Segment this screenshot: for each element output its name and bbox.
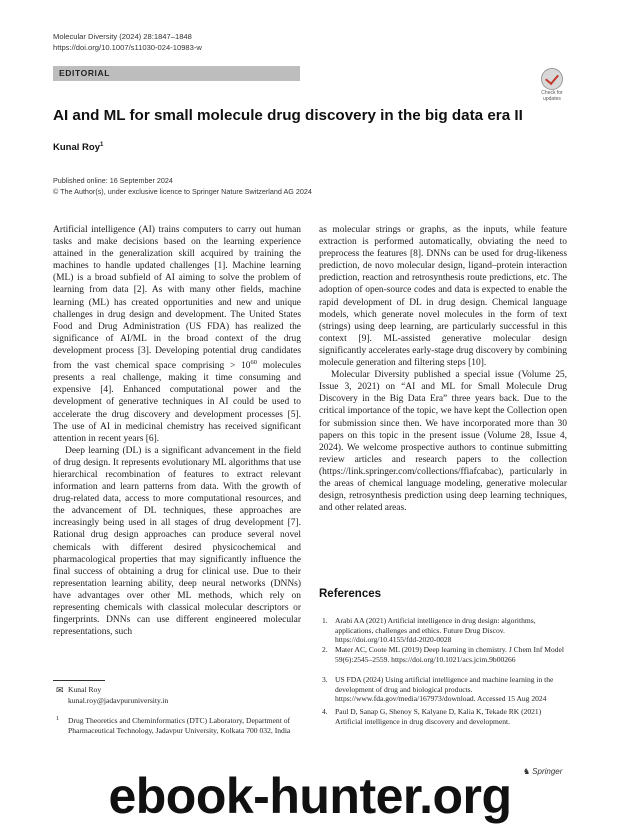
check-for-updates-text: Check for updates: [541, 90, 563, 102]
body-paragraph: Deep learning (DL) is a significant advancement in the field of drug design. It represents evolutionary ML algorithms that use hierarchical recombination of features to extract relevant information and learn patterns from data. With the growth of drug-related data, access to more computational resources, and the advancement of DL techniques, these approaches are increasingly being used in all stages of drug development [7]. Rational drug design approaches can produce several novel chemicals with different desired physicochemical and pharmacological properties that may significantly influence the final success of obtaining a drug for clinical use. Due to their representation learning ability, deep neural networks (DNNs) have advantages over other ML methods, which rely on representing chemicals with classical molecular descriptors or fingerprints. DNNs can use different engineered molecular representations, such: [53, 445, 301, 638]
reference-text[interactable]: US FDA (2024) Using artificial intelligence and machine learning in the development of drug and biological products. https://www.fda.gov/media/167973/download. Accessed 15 Aug 2024: [335, 675, 554, 704]
corresponding-author-name: Kunal Roy: [68, 685, 102, 694]
copyright-notice: © The Author(s), under exclusive licence to Springer Nature Switzerland AG 2024: [53, 187, 312, 196]
doi-link[interactable]: https://doi.org/10.1007/s11030-024-10983-w: [53, 43, 202, 52]
horse-icon: ♞: [523, 767, 531, 776]
affiliation-number: 1: [56, 716, 59, 722]
journal-citation: Molecular Diversity (2024) 28:1847–1848: [53, 32, 192, 41]
reference-item: [319, 616, 567, 645]
check-for-updates-badge[interactable]: [536, 68, 568, 102]
reference-item: [319, 707, 567, 726]
author-name: Kunal Roy: [53, 142, 100, 154]
body-paragraph: Artificial intelligence (AI) trains computers to carry out human tasks and make decisions based on the learning experience attained in the generalization skill acquired by training the machines to handle updated challenges [1]. Machine learning (ML) is a broad subfield of AI aiming to solve the problem of learning from data [2]. As with many other fields, machine learning (ML) has created opportunities and new and unique challenges in drug design and development. The United States Food and Drug Administration (US FDA) has realized the significance of AI/ML in the broad context of the drug development process [3]. Developing potential drug candidates from the vast chemical space comprising > $10^{60}$ molecules presents a real challenge, making it time consuming and expensive [4]. Enhanced computational power and the development of generative techniques in AI could be used to accelerate the drug discovery and development processes [5]. The use of AI in medicinal chemistry has received significant attention in recent years [6].: [53, 225, 301, 444]
reference-number: 1.: [322, 616, 328, 625]
reference-text[interactable]: Mater AC, Coote ML (2019) Deep learning in chemistry. J Chem Inf Model 59(6):2545–2559. https://doi.org/10.1021/acs.jcim.9b00266: [335, 645, 564, 664]
footnote-divider: [53, 680, 105, 681]
body-paragraph: as molecular strings or graphs, as the inputs, while feature extraction is performed automatically, obviating the need to preprocess the features [8]. DNNs can be used for drug-likeness prediction, de novo molecular design, ligand–protein interaction prediction, reaction and retrosynthesis route predictions, etc. The adoption of open-source codes and data is expected to enable the rapid development of DL in drug design. Chemical language models, which generate novel molecules in the form of text (strings) using deep learning, are particularly successful in this context [9]. ML-assisted generative molecular design significantly accelerates early-stage drug discovery by combining molecule generation and filtering steps [10].: [319, 225, 567, 369]
body-paragraph: Molecular Diversity published a special issue (Volume 25, Issue 3, 2021) on “AI and ML for Small Molecule Drug Discovery in the Big Data Era” three years back. Due to the critical importance of the topic, we have kept the Collection open for submission since then. We have incorporated more than 30 papers on this topic in the present issue (Volume 28, Issue 4, 2024). We welcome prospective authors to continue submitting review articles and research papers to the collection (https://link.springer.com/collections/ffiafcabac), particularly in the areas of chemical language modeling, generative molecular design, retrosynthesis prediction using deep learning techniques, and other related areas.: [319, 370, 567, 514]
reference-text[interactable]: Arabi AA (2021) Artificial intelligence in drug design: algorithms, applications, challenges and ethics. Future Drug Discov. https://doi.org/10.4155/fdd-2020-0028: [335, 616, 536, 645]
body-column-left: [53, 224, 301, 638]
author-affiliation-mark: 1: [99, 142, 104, 148]
reference-number: 2.: [322, 645, 328, 654]
author-line: [53, 142, 103, 153]
envelope-icon: ✉: [56, 685, 64, 695]
affiliation-text: Drug Theoretics and Cheminformatics (DTC) Laboratory, Department of Pharmaceutical Technology, Jadavpur University, Kolkata 700 032, India: [68, 716, 291, 735]
section-label-bar: [53, 66, 300, 81]
reference-item: [319, 645, 567, 664]
body-column-right: [319, 224, 567, 514]
article-title: AI and ML for small molecule drug discovery in the big data era II: [53, 107, 523, 124]
published-date: Published online: 16 September 2024: [53, 176, 173, 185]
publisher-name: Springer: [532, 767, 563, 776]
section-label: EDITORIAL: [59, 68, 111, 78]
reference-item: [319, 675, 567, 704]
corresponding-author-email[interactable]: kunal.roy@jadavpuruniversity.in: [68, 696, 169, 705]
reference-number: 4.: [322, 707, 328, 716]
check-for-updates-icon: [541, 68, 563, 90]
watermark: ebook-hunter.org: [108, 768, 512, 824]
reference-number: 3.: [322, 675, 328, 684]
references-heading: References: [319, 588, 382, 600]
reference-text: Paul D, Sanap G, Shenoy S, Kalyane D, Kalia K, Tekade RK (2021) Artificial intelligence in drug discovery and development.: [335, 707, 542, 726]
